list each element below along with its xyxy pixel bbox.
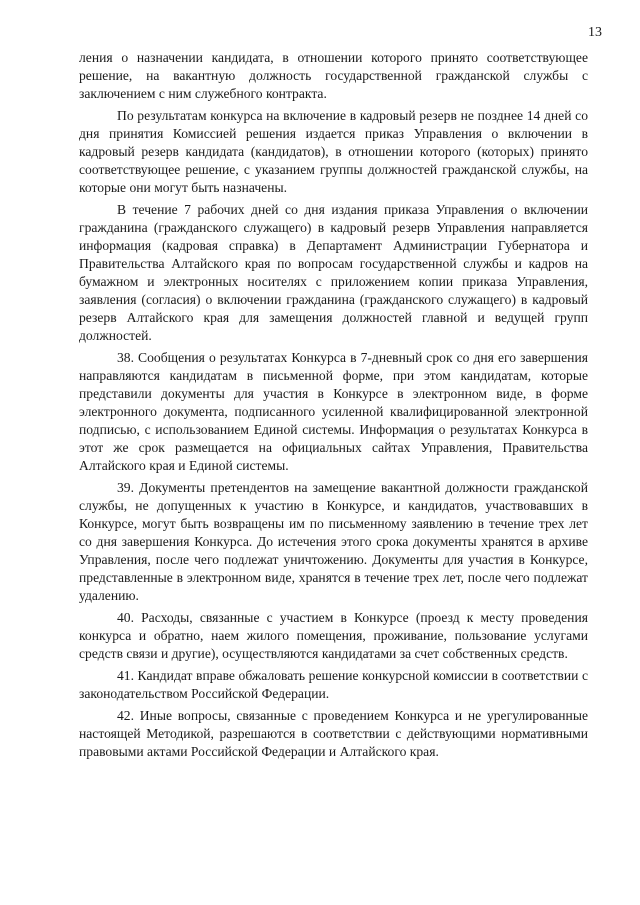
paragraph-42: 42. Иные вопросы, связанные с проведением Конкурса и не урегулированные настоящей Методикой, разрешаются в соответствии с действующими нормативными правовыми актами Российской Федерации и Алтайского края. bbox=[79, 708, 588, 759]
document-body bbox=[79, 49, 588, 765]
paragraph-40: 40. Расходы, связанные с участием в Конкурсе (проезд к месту проведения конкурса и обратно, наем жилого помещения, проживание, пользование услугами средств связи и другие), осуществляются кандидатами за счет собственных средств. bbox=[79, 610, 588, 661]
page-number: 13 bbox=[588, 25, 602, 40]
paragraph-41: 41. Кандидат вправе обжаловать решение конкурсной комиссии в соответствии с законодательством Российской Федерации. bbox=[79, 668, 588, 701]
paragraph-39: 39. Документы претендентов на замещение вакантной должности гражданской службы, не допущенных к участию в Конкурсе, и кандидатов, участвовавших в Конкурсе, могут быть возвращены им по письменному заявлению в течение трех лет со дня завершения Конкурса. До истечения этого срока документы хранятся в архиве Управления, после чего подлежат уничтожению. Документы для участия в Конкурсе, представленные в электронном виде, хранятся в течение трех лет, после чего подлежат удалению. bbox=[79, 480, 588, 603]
paragraph-continuation: ления о назначении кандидата, в отношении которого принято соответствующее решение, на вакантную должность государственной гражданской службы с заключением с ним служебного контракта. bbox=[79, 50, 588, 101]
paragraph-38: 38. Сообщения о результатах Конкурса в 7-дневный срок со дня его завершения направляются кандидатам в письменной форме, при этом кандидатам, которые представили документы для участия в Конкурсе в электронном виде, в форме электронного документа, подписанного усиленной квалифицированной электронной подписью, с использованием Единой системы. Информация о результатах Конкурса в этот же срок размещается на официальных сайтах Управления, Правительства Алтайского края и Единой системы. bbox=[79, 350, 588, 473]
paragraph-reserve-info: В течение 7 рабочих дней со дня издания приказа Управления о включении гражданина (гражданского служащего) в кадровый резерв Управления направляется информация (кадровая справка) в Департамент Администрации Губернатора и Правительства Алтайского края по вопросам государственной службы и кадров на бумажном и электронных носителях с приложением копии приказа Управления, заявления (согласия) о включении гражданина (гражданского служащего) в кадровый резерв Алтайского края для замещения должностей главной и ведущей групп должностей. bbox=[79, 202, 588, 343]
paragraph-reserve-order: По результатам конкурса на включение в кадровый резерв не позднее 14 дней со дня принятия Комиссией решения издается приказ Управления о включении в кадровый резерв кандидата (кандидатов), в отношении которого (которых) принято соответствующее решение, с указанием группы должностей гражданской службы, на которые они могут быть назначены. bbox=[79, 108, 588, 195]
